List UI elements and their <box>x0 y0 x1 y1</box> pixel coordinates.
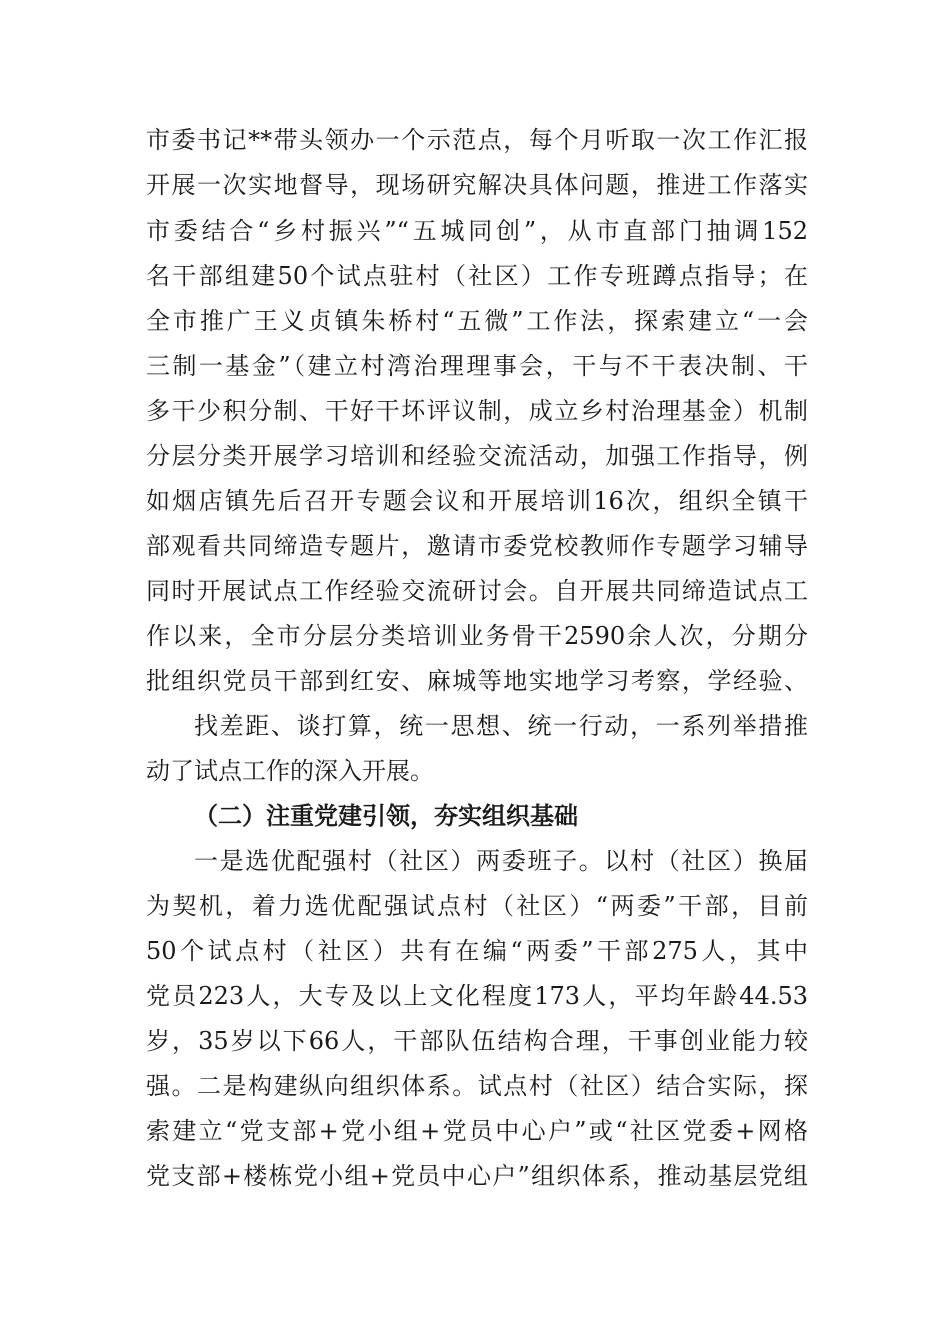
text-line: 部观看共同缔造专题片，邀请市委党校教师作专题学习辅导 <box>146 532 808 560</box>
text-line: 批组织党员干部到红安、麻城等地实地学习考察，学经验、 <box>146 667 808 695</box>
section-heading: （二）注重党建引领，夯实组织基础 <box>194 801 578 830</box>
text-line: 分层分类开展学习培训和经验交流活动，加强工作指导，例 <box>146 442 808 470</box>
text-line: 市委书记**带头领办一个示范点，每个月听取一次工作汇报 <box>146 126 808 154</box>
text-line: 三制一基金”（建立村湾治理理事会，干与不干表决制、干 <box>146 352 808 380</box>
text-line: 找差距、谈打算，统一思想、统一行动，一系列举措推 <box>194 712 808 740</box>
text-line: 强。二是构建纵向组织体系。试点村（社区）结合实际，探 <box>146 1072 808 1100</box>
text-line: 党员223人，大专及以上文化程度173人，平均年龄44.53 <box>146 982 808 1010</box>
text-line: 一是选优配强村（社区）两委班子。以村（社区）换届 <box>194 847 808 875</box>
text-line: 50个试点村（社区）共有在编“两委”干部275人，其中 <box>146 937 808 965</box>
text-line: 动了试点工作的深入开展。 <box>146 757 434 785</box>
text-line: 市委结合“乡村振兴”“五城同创”，从市直部门抽调152 <box>146 217 808 245</box>
text-line: 作以来，全市分层分类培训业务骨干2590余人次，分期分 <box>146 622 808 650</box>
text-line: 如烟店镇先后召开专题会议和开展培训16次，组织全镇干 <box>146 487 808 515</box>
text-line: 开展一次实地督导，现场研究解决具体问题，推进工作落实 <box>146 171 808 199</box>
text-line: 索建立“党支部+党小组+党员中心户”或“社区党委+网格 <box>146 1117 808 1145</box>
text-line: 岁，35岁以下66人，干部队伍结构合理，干事创业能力较 <box>146 1027 808 1055</box>
text-line: 为契机，着力选优配强试点村（社区）“两委”干部，目前 <box>146 892 808 920</box>
text-line: 多干少积分制、干好干坏评议制，成立乡村治理基金）机制 <box>146 397 808 425</box>
text-line: 党支部+楼栋党小组+党员中心户”组织体系，推动基层党组 <box>146 1162 808 1190</box>
text-line: 名干部组建50个试点驻村（社区）工作专班蹲点指导；在 <box>146 262 808 290</box>
text-line: 同时开展试点工作经验交流研讨会。自开展共同缔造试点工 <box>146 577 808 605</box>
text-line: 全市推广王义贞镇朱桥村“五微”工作法，探索建立“一会 <box>146 307 808 335</box>
